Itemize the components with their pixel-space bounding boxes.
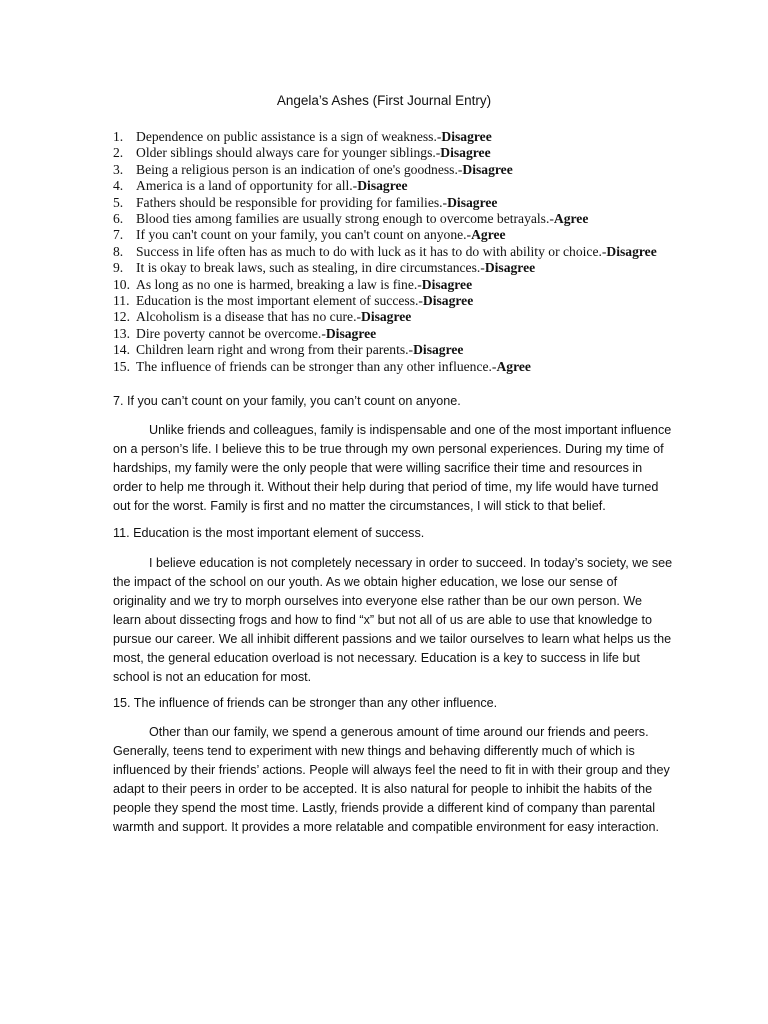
item-number: 10. bbox=[113, 276, 130, 292]
item-answer: Disagree bbox=[422, 293, 474, 309]
list-item bbox=[113, 162, 713, 178]
item-number: 1. bbox=[113, 129, 124, 144]
item-number: 6. bbox=[113, 211, 124, 227]
item-number: 3. bbox=[113, 161, 124, 177]
list-item bbox=[113, 129, 713, 145]
item-answer: Disagree bbox=[413, 342, 464, 358]
list-item bbox=[113, 277, 713, 293]
item-answer: Disagree bbox=[421, 276, 473, 292]
item-text: Education is the most important element of success.- bbox=[136, 293, 423, 309]
list-item bbox=[113, 178, 713, 194]
item-text: Success in life often has as much to do with luck as it has to do with ability or choice.- bbox=[136, 243, 607, 259]
section-paragraph: I believe education is not completely necessary in order to succeed. In today’s society, we see the impact of the school on our youth. As we obtain higher education, we lose our sense of originality and we try to morph ourselves into everyone else rather than be our own person. We learn about dissecting frogs and how to find “x” but not all of us are able to use that knowledge to pursue our career. We all inhibit different passions and we tailor ourselves to learn what helps us the most, the general education overload is not necessary. Education is a key to success in life but school is not an education for most. bbox=[113, 556, 673, 684]
list-item bbox=[113, 342, 713, 358]
list-item bbox=[113, 211, 713, 227]
item-answer: Agree bbox=[553, 211, 589, 227]
list-item bbox=[113, 260, 713, 276]
item-text: Blood ties among families are usually strong enough to overcome betrayals.- bbox=[136, 211, 554, 227]
item-number: 4. bbox=[113, 178, 124, 194]
document-title: Angela’s Ashes (First Journal Entry) bbox=[276, 93, 492, 108]
list-item bbox=[113, 359, 713, 375]
item-answer: Disagree bbox=[440, 145, 491, 161]
item-text: As long as no one is harmed, breaking a law is fine.- bbox=[136, 276, 422, 292]
item-number: 8. bbox=[113, 243, 124, 259]
item-answer: Disagree bbox=[361, 309, 412, 325]
item-text: Dependence on public assistance is a sign of weakness.- bbox=[136, 129, 442, 144]
section-heading: 15. The influence of friends can be stronger than any other influence. bbox=[113, 696, 498, 710]
item-text: Alcoholism is a disease that has no cure.- bbox=[136, 309, 361, 325]
item-answer: Agree bbox=[471, 227, 506, 243]
list-item bbox=[113, 195, 713, 211]
item-answer: Disagree bbox=[484, 260, 536, 276]
item-number: 13. bbox=[113, 325, 130, 341]
item-number: 11. bbox=[113, 293, 130, 309]
item-answer: Disagree bbox=[357, 178, 408, 194]
section-paragraph: Other than our family, we spend a generous amount of time around our friends and peers. Generally, teens tend to experiment with new things and behaving differently much of which is influenced by their friends’ actions. People will always feel the need to fit in with their group and they adapt to their peers in order to be accepted. It is also natural for people to inhibit the habits of the people they spend the most time. Lastly, friends provide a different kind of company than parental warmth and support. It provides a more relatable and compatible environment for easy interaction. bbox=[113, 725, 670, 834]
item-number: 5. bbox=[113, 194, 124, 210]
item-number: 12. bbox=[113, 309, 130, 325]
list-item bbox=[113, 309, 713, 325]
item-text: The influence of friends can be stronger than any other influence.- bbox=[136, 358, 497, 374]
item-text: Older siblings should always care for younger siblings.- bbox=[136, 145, 441, 161]
item-text: Fathers should be responsible for providing for families.- bbox=[136, 194, 448, 210]
list-item bbox=[113, 145, 713, 161]
list-item bbox=[113, 227, 713, 243]
section-heading: 7. If you can’t count on your family, you can’t count on anyone. bbox=[113, 394, 461, 408]
item-answer: Disagree bbox=[606, 243, 657, 259]
item-number: 7. bbox=[113, 227, 124, 243]
list-item bbox=[113, 244, 713, 260]
section-heading: 11. Education is the most important element of success. bbox=[113, 526, 425, 540]
item-answer: Disagree bbox=[462, 161, 513, 177]
item-answer: Disagree bbox=[325, 325, 377, 341]
list-item bbox=[113, 293, 713, 309]
item-text: America is a land of opportunity for all.- bbox=[136, 178, 358, 194]
item-answer: Disagree bbox=[441, 129, 492, 144]
item-number: 14. bbox=[113, 342, 130, 358]
item-number: 9. bbox=[113, 260, 124, 276]
item-answer: Disagree bbox=[447, 194, 498, 210]
statement-list bbox=[113, 129, 713, 375]
item-text: If you can't count on your family, you can't count on anyone.- bbox=[136, 227, 472, 243]
item-text: Dire poverty cannot be overcome.- bbox=[136, 325, 326, 341]
item-text: Children learn right and wrong from their parents.- bbox=[136, 342, 414, 358]
section-paragraph: Unlike friends and colleagues, family is indispensable and one of the most important influence on a person’s life. I believe this to be true through my own personal experiences. During my time of hardships, my family were the only people that were willing sacrifice their time and resources in order to help me through it. Without their help during that period of time, my life would have turned out for the worst. Family is first and no matter the circumstances, I will stick to that belief. bbox=[113, 423, 672, 513]
item-text: Being a religious person is an indication of one's goodness.- bbox=[136, 161, 463, 177]
item-number: 2. bbox=[113, 145, 124, 161]
item-answer: Agree bbox=[496, 358, 531, 374]
item-text: It is okay to break laws, such as stealing, in dire circumstances.- bbox=[136, 260, 485, 276]
item-number: 15. bbox=[113, 358, 130, 374]
list-item bbox=[113, 326, 713, 342]
